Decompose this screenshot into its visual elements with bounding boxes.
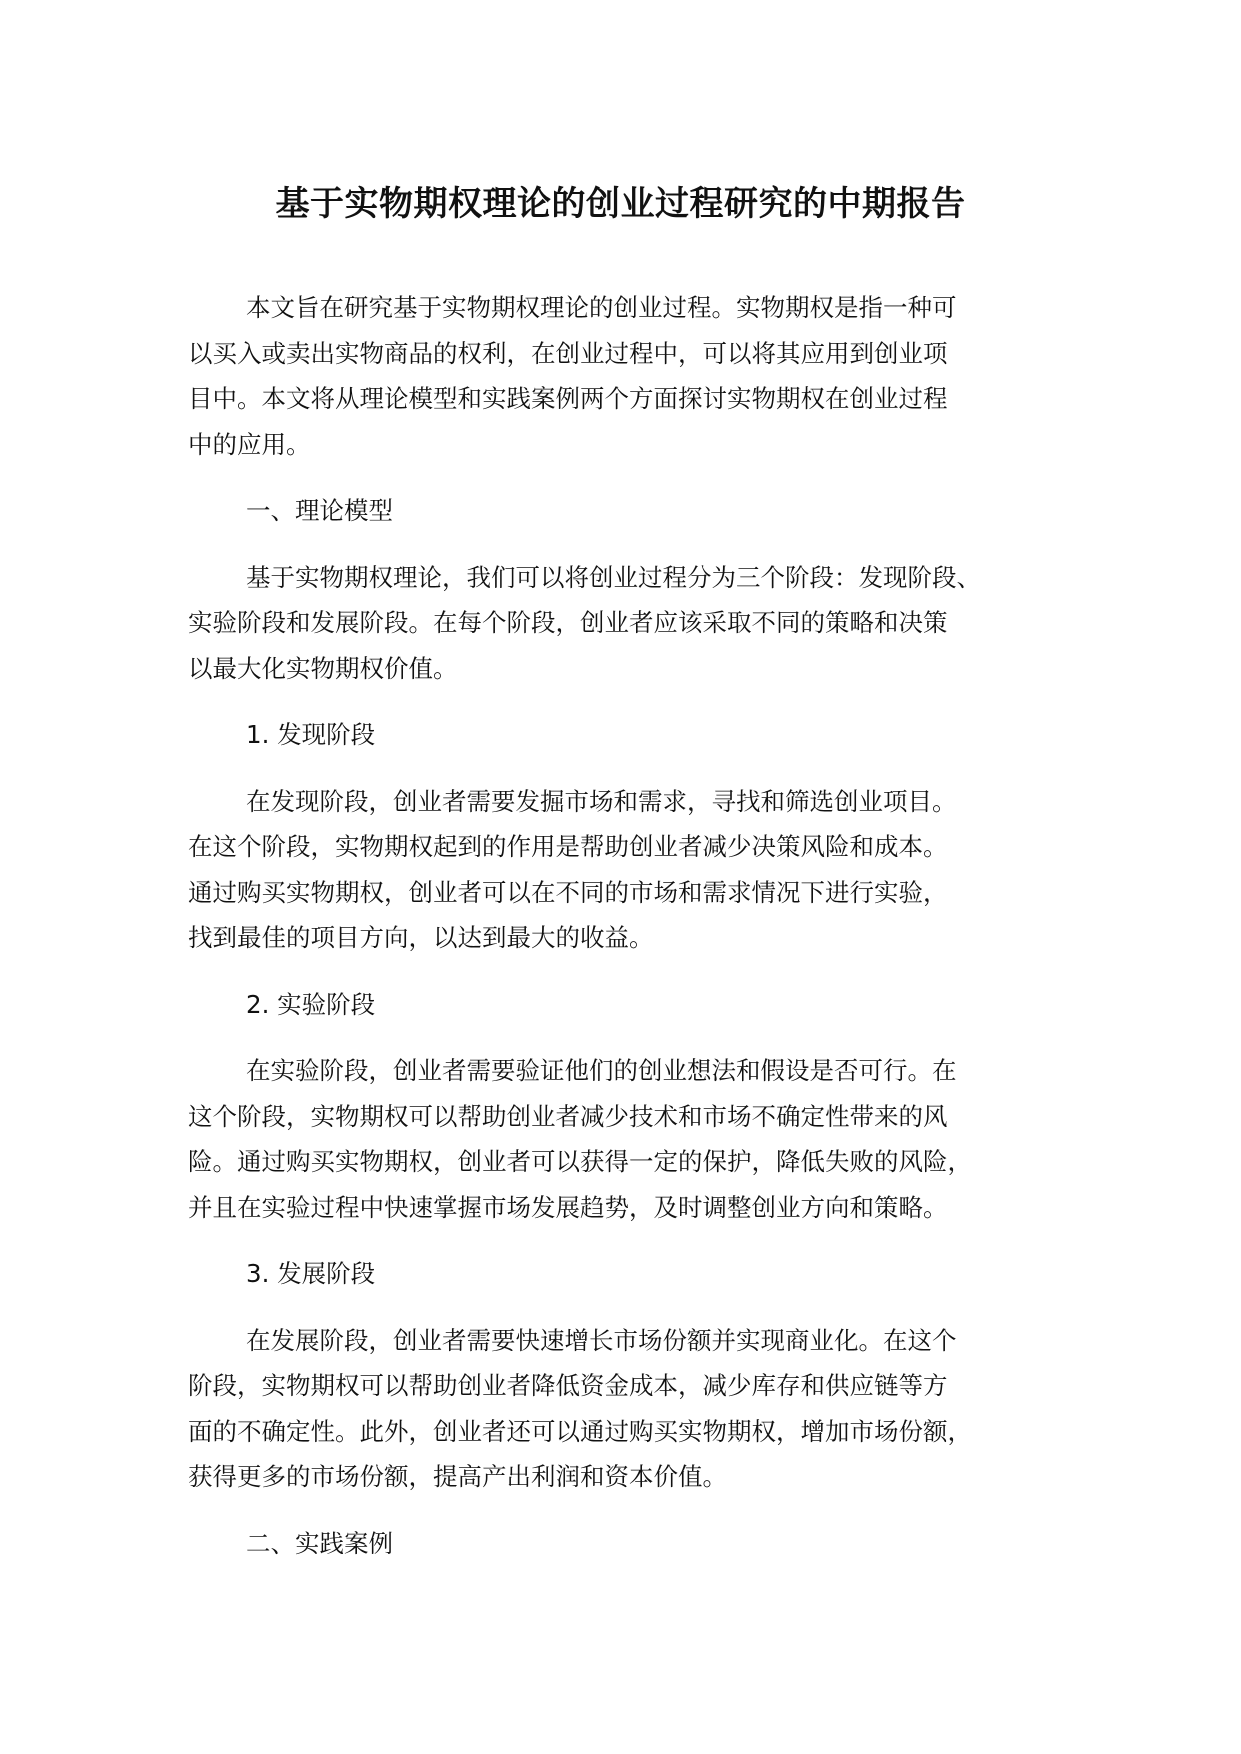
document-body	[188, 285, 1068, 1566]
intro-paragraph	[188, 285, 1068, 467]
paragraph-line: 基于实物期权理论，我们可以将创业过程分为三个阶段：发现阶段、	[246, 562, 981, 592]
paragraph-gap	[188, 961, 1068, 982]
paragraph-line: 以最大化实物期权价值。	[188, 653, 458, 683]
paragraph-line: 找到最佳的项目方向，以达到最大的收益。	[188, 923, 654, 952]
paragraph-line: 目中。本文将从理论模型和实践案例两个方面探讨实物期权在创业过程	[188, 384, 948, 413]
paragraph-gap	[188, 691, 1068, 712]
subsection-heading-experiment: 2. 实验阶段	[246, 989, 376, 1019]
subsection-heading-development: 3. 发展阶段	[246, 1259, 376, 1288]
paragraph-gap	[188, 1500, 1068, 1521]
subsection-heading-discovery: 1. 发现阶段	[246, 720, 376, 749]
paragraph-gap	[188, 1027, 1068, 1048]
paragraph-gap	[188, 467, 1068, 488]
paragraph-line: 以买入或卖出实物商品的权利，在创业过程中，可以将其应用到创业项	[188, 338, 948, 368]
paragraph-line: 在发现阶段，创业者需要发掘市场和需求，寻找和筛选创业项目。	[246, 786, 957, 816]
paragraph-gap	[188, 534, 1068, 555]
paragraph-line: 这个阶段，实物期权可以帮助创业者减少技术和市场不确定性带来的风	[188, 1101, 948, 1131]
section-heading-cases: 二、实践案例	[246, 1528, 393, 1558]
paragraph-line: 在实验阶段，创业者需要验证他们的创业想法和假设是否可行。在	[246, 1056, 957, 1085]
document-title: 基于实物期权理论的创业过程研究的中期报告	[275, 184, 966, 224]
section-heading-theory: 一、理论模型	[246, 496, 393, 525]
paragraph-line: 险。通过购买实物期权，创业者可以获得一定的保护，降低失败的风险，	[188, 1147, 972, 1176]
theory-paragraph	[188, 555, 1068, 692]
development-paragraph	[188, 1318, 1068, 1500]
paragraph-line: 获得更多的市场份额，提高产出利润和资本价值。	[188, 1462, 727, 1491]
paragraph-gap	[188, 758, 1068, 779]
discovery-paragraph	[188, 779, 1068, 961]
paragraph-gap	[188, 1230, 1068, 1251]
paragraph-line: 中的应用。	[188, 429, 311, 459]
paragraph-line: 面的不确定性。此外，创业者还可以通过购买实物期权，增加市场份额，	[188, 1416, 972, 1446]
paragraph-line: 在发展阶段，创业者需要快速增长市场份额并实现商业化。在这个	[246, 1325, 957, 1355]
experiment-paragraph	[188, 1048, 1068, 1230]
paragraph-line: 并且在实验过程中快速掌握市场发展趋势，及时调整创业方向和策略。	[188, 1192, 948, 1222]
paragraph-line: 阶段，实物期权可以帮助创业者降低资金成本，减少库存和供应链等方	[188, 1371, 948, 1400]
paragraph-line: 实验阶段和发展阶段。在每个阶段，创业者应该采取不同的策略和决策	[188, 608, 948, 637]
paragraph-line: 通过购买实物期权，创业者可以在不同的市场和需求情况下进行实验，	[188, 877, 948, 907]
paragraph-gap	[188, 1297, 1068, 1318]
paragraph-line: 在这个阶段，实物期权起到的作用是帮助创业者减少决策风险和成本。	[188, 832, 948, 861]
paragraph-line: 本文旨在研究基于实物期权理论的创业过程。实物期权是指一种可	[246, 293, 957, 322]
